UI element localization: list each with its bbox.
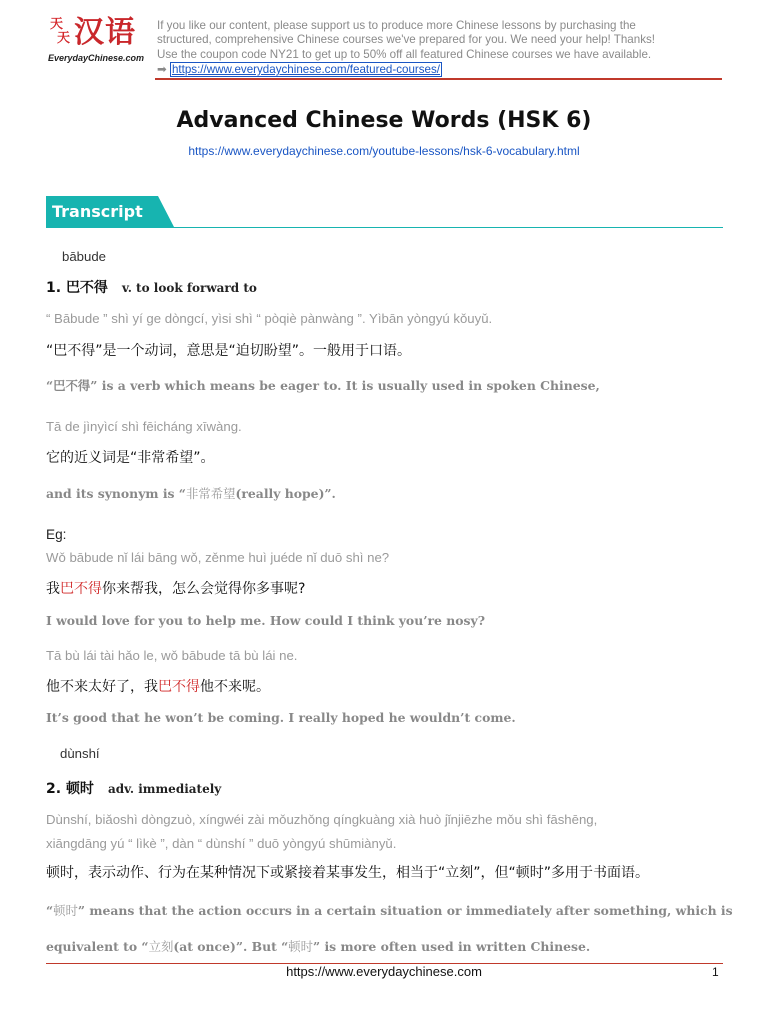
- explanation-english-cn: 立刻: [148, 939, 174, 954]
- promo-link-row: [157, 62, 442, 76]
- section-title: Transcript: [52, 202, 143, 221]
- explanation-pinyin: “ Bābude ” shì yí ge dòngcí, yìsi shì “ pòqiè pànwàng ”. Yìbān yòngyú kǒuyǔ.: [46, 311, 493, 326]
- explanation-english-cn: 顿时: [53, 903, 78, 918]
- example-highlight: 巴不得: [158, 679, 200, 695]
- synonym-english: [46, 484, 336, 502]
- word-definition: adv. immediately: [107, 782, 222, 796]
- word-pinyin: bābude: [62, 249, 107, 264]
- arrow-right-icon: ➡: [157, 63, 167, 76]
- explanation-english-text: ” means that the action occurs in a certain situation or immediately after something, which is: [77, 903, 733, 918]
- example-pinyin: Tā bù lái tài hǎo le, wǒ bābude tā bù lái ne.: [46, 648, 298, 663]
- word-heading: [46, 778, 221, 798]
- example-text: 他不来太好了，我: [46, 679, 158, 695]
- example-english: It’s good that he won’t be coming. I really hoped he wouldn’t come.: [46, 710, 516, 725]
- word-hanzi: 巴不得: [65, 280, 108, 296]
- explanation-english-text: “: [46, 903, 54, 918]
- section-divider: [46, 227, 723, 228]
- page-title: Advanced Chinese Words (HSK 6): [176, 108, 592, 133]
- synonym-pinyin: Tā de jìnyìcí shì fēicháng xīwàng.: [46, 419, 242, 434]
- word-pinyin: dùnshí: [60, 746, 100, 761]
- example-pinyin: Wǒ bābude nǐ lái bāng wǒ, zěnme huì juéde nǐ duō shì ne?: [46, 550, 390, 565]
- featured-courses-link[interactable]: https://www.everydaychinese.com/featured-courses/: [171, 63, 441, 76]
- explanation-english: “巴不得” is a verb which means be eager to. It is usually used in spoken Chinese,: [46, 378, 600, 393]
- synonym-english-cn: 非常希望: [185, 486, 236, 501]
- logo-badge-char-1: 天: [50, 17, 64, 32]
- explanation-english-text: ” is more often used in written Chinese.: [313, 939, 591, 954]
- example-chinese: [46, 578, 305, 598]
- word-number: 2.: [46, 781, 62, 797]
- synonym-chinese: 它的近义词是“非常希望”。: [46, 450, 215, 466]
- example-highlight: 巴不得: [60, 581, 102, 597]
- example-text: 你来帮我，怎么会觉得你多事呢?: [102, 581, 306, 597]
- promo-line: structured, comprehensive Chinese courses we've prepared for you. We need your help! Thanks!: [157, 33, 656, 47]
- example-text: 他不来呢。: [200, 679, 270, 695]
- explanation-english-text: (at once)”. But “: [173, 939, 289, 954]
- example-english: I would love for you to help me. How could I think you’re nosy?: [46, 613, 485, 628]
- synonym-english-text: and its synonym is “: [46, 486, 186, 501]
- word-definition: v. to look forward to: [121, 281, 257, 295]
- explanation-english-cn: 顿时: [288, 939, 314, 954]
- header-divider: [155, 78, 722, 80]
- word-heading: [46, 277, 257, 297]
- promo-message: [157, 19, 727, 62]
- example-chinese: [46, 676, 270, 696]
- logo-badge-char-2: 天: [57, 31, 71, 46]
- explanation-chinese: “巴不得”是一个动词，意思是“迫切盼望”。一般用于口语。: [46, 343, 412, 359]
- promo-line: If you like our content, please support us to produce more Chinese lessons by purchasing the: [157, 19, 636, 32]
- lesson-link[interactable]: https://www.everydaychinese.com/youtube-lessons/hsk-6-vocabulary.html: [188, 144, 580, 158]
- synonym-english-text: (really hope)”.: [235, 486, 336, 501]
- logo-badge-icon: [46, 15, 76, 49]
- footer-url[interactable]: https://www.everydaychinese.com: [286, 964, 482, 979]
- explanation-chinese: 顿时，表示动作、行为在某种情况下或紧接着某事发生，相当于“立刻”，但“顿时”多用于书面语。: [46, 865, 650, 881]
- explanation-pinyin: Dùnshí, biǎoshì dòngzuò, xíngwéi zài mǒuzhǒng qíngkuàng xià huò jǐnjiēzhe mǒu shì fāshēng,: [46, 812, 598, 827]
- explanation-pinyin: xiāngdāng yú “ lìkè ”, dàn “ dùnshí ” duō yòngyú shūmiànyǔ.: [46, 836, 397, 851]
- everydaychinese-logo: [46, 15, 146, 67]
- word-hanzi: 顿时: [65, 781, 94, 797]
- logo-site-name: EverydayChinese.com: [48, 53, 145, 63]
- explanation-english-text: equivalent to “: [46, 939, 149, 954]
- example-label: Eg:: [46, 527, 67, 542]
- page-number: 1: [712, 965, 719, 979]
- word-number: 1.: [46, 280, 62, 296]
- example-text: 我: [46, 581, 60, 597]
- explanation-english: [46, 937, 590, 955]
- logo-chinese-text: 汉语: [74, 15, 136, 50]
- explanation-english: [46, 901, 733, 919]
- promo-line: Use the coupon code NY21 to get up to 50% off all featured Chinese courses we have available.: [157, 47, 652, 61]
- section-header: [46, 196, 174, 227]
